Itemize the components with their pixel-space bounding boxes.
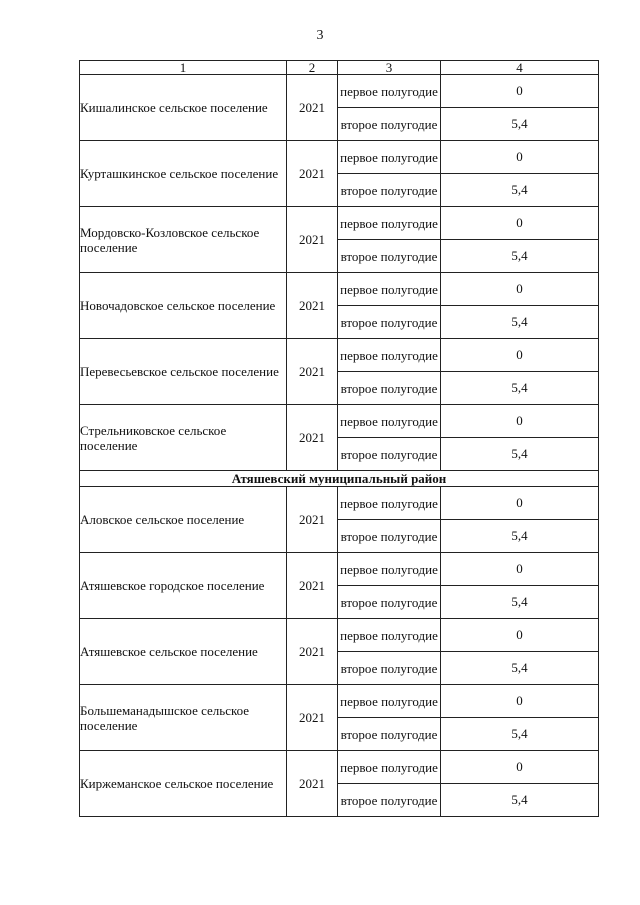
table-row xyxy=(80,405,599,438)
table-row xyxy=(80,207,599,240)
table-row xyxy=(80,619,599,652)
period-second: второе полугодие xyxy=(338,586,441,619)
year-cell: 2021 xyxy=(287,487,338,553)
period-second: второе полугодие xyxy=(338,652,441,685)
value-second: 5,4 xyxy=(441,108,599,141)
header-col-1: 1 xyxy=(80,61,287,75)
value-second: 5,4 xyxy=(441,586,599,619)
period-second: второе полугодие xyxy=(338,718,441,751)
table-row xyxy=(80,273,599,306)
period-second: второе полугодие xyxy=(338,520,441,553)
year-cell: 2021 xyxy=(287,207,338,273)
period-first: первое полугодие xyxy=(338,405,441,438)
settlement-name: Перевесьевское сельское поселение xyxy=(80,339,287,405)
period-first: первое полугодие xyxy=(338,619,441,652)
settlement-name: Стрельниковское сельское поселение xyxy=(80,405,287,471)
period-first: первое полугодие xyxy=(338,273,441,306)
year-cell: 2021 xyxy=(287,75,338,141)
value-second: 5,4 xyxy=(441,520,599,553)
page-number: 3 xyxy=(316,28,324,43)
value-first: 0 xyxy=(441,207,599,240)
settlement-name: Кишалинское сельское поселение xyxy=(80,75,287,141)
settlement-name: Атяшевское сельское поселение xyxy=(80,619,287,685)
value-second: 5,4 xyxy=(441,784,599,817)
table-row xyxy=(80,751,599,784)
year-cell: 2021 xyxy=(287,405,338,471)
period-first: первое полугодие xyxy=(338,487,441,520)
table-row xyxy=(80,141,599,174)
period-second: второе полугодие xyxy=(338,784,441,817)
year-cell: 2021 xyxy=(287,273,338,339)
value-first: 0 xyxy=(441,685,599,718)
period-first: первое полугодие xyxy=(338,75,441,108)
settlement-name: Большеманадышское сельское поселение xyxy=(80,685,287,751)
table-row xyxy=(80,685,599,718)
period-first: первое полугодие xyxy=(338,141,441,174)
table-body xyxy=(80,61,599,817)
period-first: первое полугодие xyxy=(338,553,441,586)
period-first: первое полугодие xyxy=(338,685,441,718)
settlement-name: Мордовско-Козловское сельское поселение xyxy=(80,207,287,273)
settlement-name: Атяшевское городское поселение xyxy=(80,553,287,619)
settlement-name: Аловское сельское поселение xyxy=(80,487,287,553)
table-row xyxy=(80,553,599,586)
year-cell: 2021 xyxy=(287,553,338,619)
year-cell: 2021 xyxy=(287,751,338,817)
settlement-name: Курташкинское сельское поселение xyxy=(80,141,287,207)
district-title: Атяшевский муниципальный район xyxy=(80,471,599,487)
settlement-name: Новочадовское сельское поселение xyxy=(80,273,287,339)
header-row xyxy=(80,61,599,75)
value-first: 0 xyxy=(441,405,599,438)
period-second: второе полугодие xyxy=(338,174,441,207)
period-first: первое полугодие xyxy=(338,339,441,372)
table-row xyxy=(80,339,599,372)
year-cell: 2021 xyxy=(287,685,338,751)
value-first: 0 xyxy=(441,487,599,520)
value-first: 0 xyxy=(441,619,599,652)
settlement-name: Киржеманское сельское поселение xyxy=(80,751,287,817)
table-row xyxy=(80,75,599,108)
table-row xyxy=(80,487,599,520)
value-first: 0 xyxy=(441,751,599,784)
year-cell: 2021 xyxy=(287,141,338,207)
value-first: 0 xyxy=(441,339,599,372)
value-first: 0 xyxy=(441,273,599,306)
period-second: второе полугодие xyxy=(338,240,441,273)
district-row xyxy=(80,471,599,487)
period-first: первое полугодие xyxy=(338,207,441,240)
value-second: 5,4 xyxy=(441,306,599,339)
value-second: 5,4 xyxy=(441,240,599,273)
value-second: 5,4 xyxy=(441,652,599,685)
header-col-2: 2 xyxy=(287,61,338,75)
value-second: 5,4 xyxy=(441,372,599,405)
year-cell: 2021 xyxy=(287,619,338,685)
header-col-4: 4 xyxy=(441,61,599,75)
value-second: 5,4 xyxy=(441,174,599,207)
value-first: 0 xyxy=(441,553,599,586)
value-first: 0 xyxy=(441,141,599,174)
period-second: второе полугодие xyxy=(338,372,441,405)
period-first: первое полугодие xyxy=(338,751,441,784)
year-cell: 2021 xyxy=(287,339,338,405)
period-second: второе полугодие xyxy=(338,438,441,471)
period-second: второе полугодие xyxy=(338,108,441,141)
period-second: второе полугодие xyxy=(338,306,441,339)
value-first: 0 xyxy=(441,75,599,108)
value-second: 5,4 xyxy=(441,438,599,471)
value-second: 5,4 xyxy=(441,718,599,751)
data-table xyxy=(79,60,599,817)
header-col-3: 3 xyxy=(338,61,441,75)
